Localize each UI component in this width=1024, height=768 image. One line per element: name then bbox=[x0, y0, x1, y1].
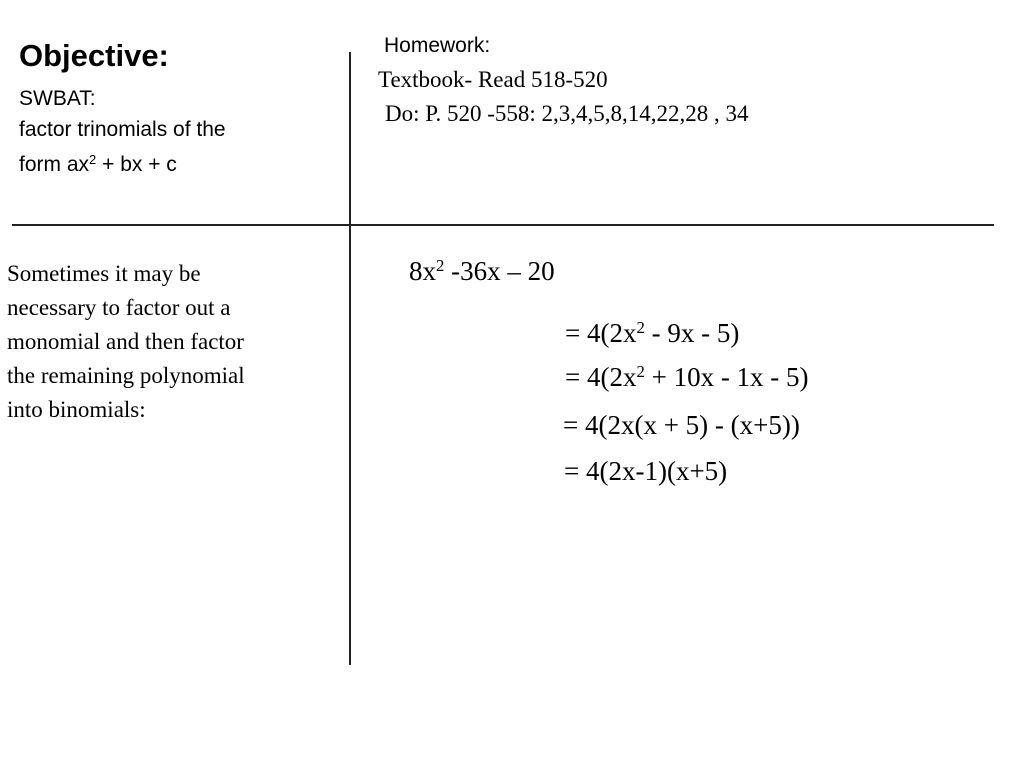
homework-title: Homework: bbox=[384, 34, 491, 57]
note-line: monomial and then factor bbox=[7, 329, 244, 354]
note-line: into binomials: bbox=[7, 397, 146, 422]
note-line: the remaining polynomial bbox=[7, 363, 245, 388]
example-expression bbox=[409, 256, 555, 287]
objective-line-2-pre: form ax bbox=[19, 153, 90, 176]
step-2-post: + 10x - 1x - 5) bbox=[644, 362, 809, 392]
factoring-note bbox=[7, 257, 337, 427]
note-line: Sometimes it may be bbox=[7, 261, 201, 286]
step-2-exponent: 2 bbox=[636, 361, 645, 381]
expr-pre: 8x bbox=[409, 256, 436, 286]
homework-line-2: Do: P. 520 -558: 2,3,4,5,8,14,22,28 , 34 bbox=[385, 101, 749, 126]
objective-title: Objective: bbox=[19, 38, 169, 73]
horizontal-divider bbox=[12, 224, 994, 226]
step-1-exponent: 2 bbox=[636, 317, 645, 337]
step-2-pre: = 4(2x bbox=[565, 362, 637, 392]
step-2 bbox=[565, 362, 809, 393]
step-4: = 4(2x-1)(x+5) bbox=[564, 456, 728, 486]
step-1 bbox=[565, 318, 739, 349]
homework-line-1: Textbook- Read 518-520 bbox=[378, 67, 608, 92]
objective-line-2-post: + bx + c bbox=[96, 153, 177, 176]
objective-exponent: 2 bbox=[89, 151, 97, 167]
note-line: necessary to factor out a bbox=[7, 295, 231, 320]
objective-line-2 bbox=[19, 153, 177, 177]
vertical-divider bbox=[349, 52, 351, 665]
step-1-post: - 9x - 5) bbox=[644, 318, 740, 348]
objective-swbat: SWBAT: bbox=[19, 87, 96, 110]
step-3: = 4(2x(x + 5) - (x+5)) bbox=[563, 410, 800, 440]
expr-exponent: 2 bbox=[436, 255, 445, 275]
step-1-pre: = 4(2x bbox=[565, 318, 637, 348]
objective-line-1: factor trinomials of the bbox=[19, 118, 226, 141]
expr-post: -36x – 20 bbox=[444, 256, 555, 286]
